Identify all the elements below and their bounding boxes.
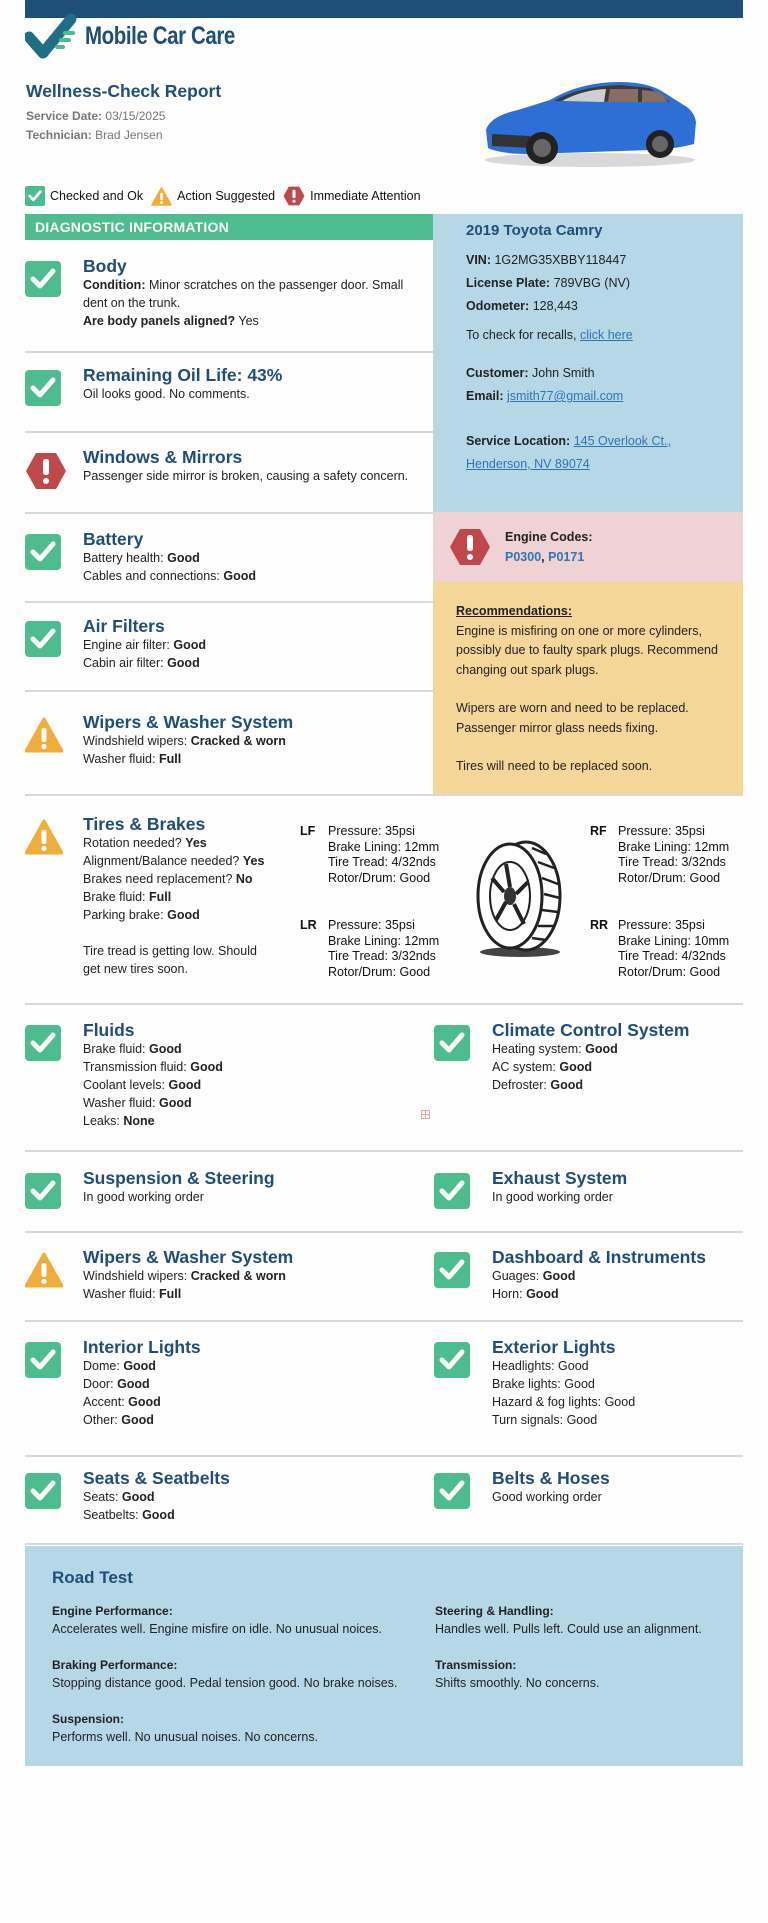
status-legend: [25, 186, 429, 206]
road-test-label: Braking Performance:: [52, 1658, 178, 1672]
anchor-marker-icon: [421, 1110, 430, 1119]
status-icon-slot: [434, 1337, 492, 1429]
recommendation-text: Engine is misfiring on one or more cylinders, possibly due to faulty spark plugs. Recommend changing out spark plugs.: [456, 623, 718, 677]
check-item-line: Condition: Minor scratches on the passenger door. Small dent on the trunk.: [83, 278, 404, 310]
check-item-line: In good working order: [83, 1190, 204, 1204]
road-test-value: Handles well. Pulls left. Could use an alignment.: [435, 1622, 702, 1636]
check-item-line: Brake lights: Good: [492, 1377, 595, 1391]
warning-icon: [25, 819, 63, 855]
divider: [25, 601, 433, 603]
legend-warn: Action Suggested: [151, 187, 275, 206]
check-icon: [25, 1473, 61, 1509]
check-icon: [25, 186, 45, 206]
location-link-line1[interactable]: 145 Overlook Ct.,: [573, 434, 671, 448]
wheel-rr: RR Pressure: 35psi Brake Lining: 10mm Tire Tread: 4/32nds Rotor/Drum: Good: [590, 918, 730, 979]
check-item-title: Interior Lights: [83, 1337, 201, 1357]
logo-check-icon: [25, 13, 81, 59]
status-icon-slot: [25, 616, 83, 672]
check-item-line: Cables and connections: Good: [83, 569, 257, 583]
check-item-title: Tires & Brakes: [83, 814, 206, 834]
road-test-value: Performs well. No unusual noises. No concerns.: [52, 1730, 319, 1744]
divider: [25, 1320, 743, 1322]
service-date: Service Date: 03/15/2025: [26, 109, 166, 123]
check-item-title: Seats & Seatbelts: [83, 1468, 230, 1488]
check-item-line: Alignment/Balance needed? Yes: [83, 854, 265, 868]
check-item-line: Windshield wipers: Cracked & worn: [83, 734, 286, 748]
road-test-entry-engine-performance: [52, 1602, 435, 1638]
engine-codes-panel: [433, 512, 743, 582]
check-item-line: Parking brake: Good: [83, 908, 200, 922]
check-item-wipers-washer-system: [25, 1247, 355, 1303]
check-item-body: [25, 256, 425, 330]
divider: [25, 1231, 743, 1233]
check-item-line: Seatbelts: Good: [83, 1508, 175, 1522]
check-item-line: Guages: Good: [492, 1269, 576, 1283]
check-item-title: Air Filters: [83, 616, 165, 636]
check-item-line: Accent: Good: [83, 1395, 161, 1409]
vin: VIN: 1G2MG35XBBY118447: [466, 253, 627, 267]
check-item-line: Leaks: None: [83, 1114, 155, 1128]
status-icon-slot: [434, 1468, 492, 1509]
technician: Technician: Brad Jensen: [26, 128, 163, 142]
check-item-line: Door: Good: [83, 1377, 150, 1391]
check-item-wipers-washer-system: [25, 712, 425, 768]
check-item-line: Dome: Good: [83, 1359, 156, 1373]
legend-ok: Checked and Ok: [25, 186, 143, 206]
status-icon-slot: [434, 1020, 492, 1094]
legend-alert: Immediate Attention: [283, 186, 420, 206]
road-test-label: Suspension:: [52, 1712, 125, 1726]
check-item-line: Rotation needed? Yes: [83, 836, 207, 850]
check-item-air-filters: [25, 616, 425, 672]
report-title: Wellness-Check Report: [26, 81, 222, 101]
check-item-title: Body: [83, 256, 127, 276]
divider: [25, 794, 743, 796]
road-test-entry-transmission: [435, 1656, 716, 1692]
road-test-value: Stopping distance good. Pedal tension good. No brake noises.: [52, 1676, 398, 1690]
check-item-windows-mirrors: [25, 447, 425, 490]
road-test-title: Road Test: [52, 1568, 133, 1587]
check-item-title: Wipers & Washer System: [83, 712, 294, 732]
check-item-title: Windows & Mirrors: [83, 447, 243, 467]
divider: [25, 351, 433, 353]
check-item-line: Brake fluid: Full: [83, 890, 172, 904]
check-item-line: Engine air filter: Good: [83, 638, 206, 652]
check-item-line: Washer fluid: Full: [83, 1287, 182, 1301]
check-item-seats-seatbelts: [25, 1468, 355, 1524]
location-link-line2[interactable]: Henderson, NV 89074: [466, 457, 590, 471]
engine-codes-label: Engine Codes:: [505, 530, 593, 544]
wheel-lf: LF Pressure: 35psi Brake Lining: 12mm Tire Tread: 4/32nds Rotor/Drum: Good: [300, 824, 440, 885]
status-icon-slot: [25, 814, 83, 978]
check-item-line: Good working order: [492, 1490, 602, 1504]
check-item-line: Turn signals: Good: [492, 1413, 598, 1427]
check-item-line: Windshield wipers: Cracked & worn: [83, 1269, 286, 1283]
check-icon: [25, 261, 61, 297]
status-icon-slot: [434, 1168, 492, 1209]
vehicle-title: 2019 Toyota Camry: [466, 222, 603, 239]
stop-icon: [283, 186, 305, 206]
road-test-entry-steering-handling: [435, 1602, 716, 1638]
road-test-entry-suspension: [52, 1710, 435, 1746]
check-item-line: Battery health: Good: [83, 551, 200, 565]
check-item-title: Climate Control System: [492, 1020, 690, 1040]
divider: [25, 1003, 743, 1005]
status-icon-slot: [25, 447, 83, 490]
check-item-dashboard-instruments: [434, 1247, 764, 1303]
status-icon-slot: [25, 256, 83, 330]
check-item-belts-hoses: [434, 1468, 764, 1509]
check-item-remaining-oil-life-43: [25, 365, 425, 406]
stop-icon: [449, 528, 491, 566]
check-item-line: Horn: Good: [492, 1287, 559, 1301]
check-item-line: Passenger side mirror is broken, causing a safety concern.: [83, 469, 409, 483]
tire-note: Tire tread is getting low. Should get new tires soon.: [83, 944, 257, 976]
check-item-battery: [25, 529, 425, 585]
check-item-title: Wipers & Washer System: [83, 1247, 294, 1267]
check-item-interior-lights: [25, 1337, 355, 1429]
check-item-title: Exterior Lights: [492, 1337, 616, 1357]
status-icon-slot: [25, 1168, 83, 1209]
service-location-line2: [466, 453, 710, 476]
check-item-line: Brake fluid: Good: [83, 1042, 182, 1056]
engine-code-link[interactable]: P0171: [548, 550, 585, 564]
check-item-line: Are body panels aligned? Yes: [83, 314, 259, 328]
check-icon: [434, 1342, 470, 1378]
check-icon: [25, 1025, 61, 1061]
wheel-lr: LR Pressure: 35psi Brake Lining: 12mm Tire Tread: 3/32nds Rotor/Drum: Good: [300, 918, 440, 979]
check-item-exhaust-system: [434, 1168, 764, 1209]
divider: [25, 431, 433, 433]
check-item-line: Washer fluid: Full: [83, 752, 182, 766]
status-icon-slot: [25, 1468, 83, 1524]
check-item-line: Heating system: Good: [492, 1042, 618, 1056]
check-icon: [434, 1173, 470, 1209]
odometer: Odometer: 128,443: [466, 299, 578, 313]
engine-code-link[interactable]: P0300: [505, 550, 542, 564]
check-icon: [25, 370, 61, 406]
brand-logo: [25, 12, 268, 60]
status-icon-slot: [25, 1247, 83, 1303]
check-item-line: Hazard & fog lights: Good: [492, 1395, 636, 1409]
road-test-label: Engine Performance:: [52, 1604, 173, 1618]
check-item-tires-brakes: [25, 814, 285, 978]
check-item-line: Other: Good: [83, 1413, 154, 1427]
check-icon: [25, 1173, 61, 1209]
divider: [25, 690, 433, 692]
road-test-value: Accelerates well. Engine misfire on idle. No unusual noices.: [52, 1622, 383, 1636]
check-icon: [434, 1252, 470, 1288]
recommendation-text: Tires will need to be replaced soon.: [456, 759, 653, 773]
tire-illustration: [472, 838, 564, 960]
warning-icon: [25, 717, 63, 753]
road-test-panel: [25, 1546, 743, 1766]
license-plate: License Plate: 789VBG (NV): [466, 276, 630, 290]
check-item-line: Defroster: Good: [492, 1078, 584, 1092]
service-location: Service Location: 145 Overlook Ct.,: [466, 434, 671, 448]
check-item-title: Fluids: [83, 1020, 135, 1040]
road-test-label: Transmission:: [435, 1658, 517, 1672]
check-icon: [434, 1025, 470, 1061]
recommendation-text: Wipers are worn and need to be replaced. Passenger mirror glass needs fixing.: [456, 701, 689, 735]
divider: [25, 512, 433, 514]
divider: [25, 1455, 743, 1457]
check-item-fluids: [25, 1020, 355, 1130]
check-item-line: In good working order: [492, 1190, 613, 1204]
recommendations-panel: [433, 582, 743, 794]
status-icon-slot: [434, 1247, 492, 1303]
check-item-climate-control-system: [434, 1020, 764, 1094]
status-icon-slot: [25, 1020, 83, 1130]
road-test-entries: [52, 1602, 716, 1746]
check-item-line: Cabin air filter: Good: [83, 656, 200, 670]
check-item-title: Battery: [83, 529, 144, 549]
diagnostic-heading: DIAGNOSTIC INFORMATION: [25, 214, 433, 240]
divider: [25, 1543, 743, 1545]
customer: Customer: John Smith: [466, 366, 595, 380]
road-test-entry-braking-performance: [52, 1656, 435, 1692]
check-icon: [25, 534, 61, 570]
check-item-line: Transmission fluid: Good: [83, 1060, 223, 1074]
check-icon: [25, 1342, 61, 1378]
check-item-line: Oil looks good. No comments.: [83, 387, 250, 401]
check-item-line: Seats: Good: [83, 1490, 155, 1504]
vehicle-info-panel: [433, 214, 743, 512]
status-icon-slot: [25, 365, 83, 406]
email-link[interactable]: jsmith77@gmail.com: [507, 389, 624, 403]
recall-link[interactable]: click here: [579, 328, 633, 342]
road-test-label: Steering & Handling:: [435, 1604, 554, 1618]
status-icon-slot: [25, 1337, 83, 1429]
email-row: Email: jsmith77@gmail.com: [466, 389, 624, 403]
check-item-suspension-steering: [25, 1168, 355, 1209]
divider: [25, 1150, 743, 1152]
status-icon-slot: [25, 529, 83, 585]
recall-row: To check for recalls, click here: [466, 328, 633, 342]
recommendations-heading: Recommendations:: [456, 604, 572, 618]
warning-icon: [151, 187, 172, 206]
road-test-value: Shifts smoothly. No concerns.: [435, 1676, 600, 1690]
check-item-line: Washer fluid: Good: [83, 1096, 192, 1110]
check-item-line: Coolant levels: Good: [83, 1078, 202, 1092]
brand-name: Mobile Car Care: [85, 21, 235, 50]
check-item-title: Exhaust System: [492, 1168, 628, 1188]
check-item-title: Belts & Hoses: [492, 1468, 610, 1488]
check-icon: [25, 621, 61, 657]
check-icon: [434, 1473, 470, 1509]
check-item-line: Brakes need replacement? No: [83, 872, 253, 886]
car-image: [470, 64, 710, 174]
stop-icon: [25, 452, 67, 490]
check-item-line: AC system: Good: [492, 1060, 593, 1074]
check-item-title: Remaining Oil Life: 43%: [83, 365, 283, 385]
check-item-title: Suspension & Steering: [83, 1168, 275, 1188]
warning-icon: [25, 1252, 63, 1288]
status-icon-slot: [25, 712, 83, 768]
check-item-title: Dashboard & Instruments: [492, 1247, 706, 1267]
wheel-rf: RF Pressure: 35psi Brake Lining: 12mm Tire Tread: 3/32nds Rotor/Drum: Good: [590, 824, 730, 885]
check-item-line: Headlights: Good: [492, 1359, 589, 1373]
engine-codes-list: P0300, P0171: [505, 550, 585, 564]
check-item-exterior-lights: [434, 1337, 764, 1429]
